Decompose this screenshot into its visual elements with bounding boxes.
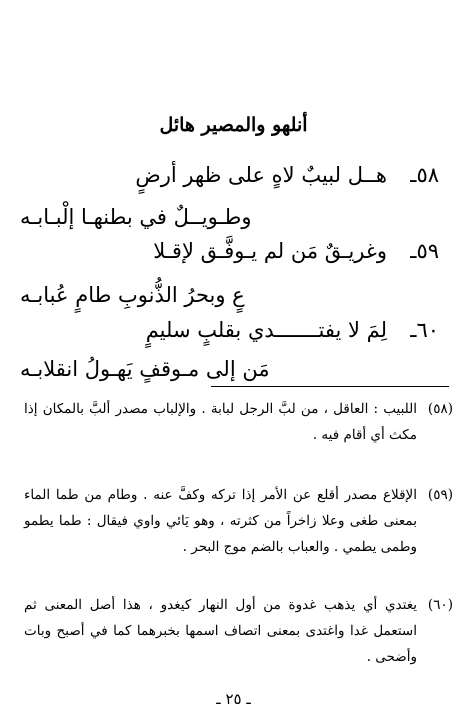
verse-60-second-line: مَن إلى مـوقفٍ يَهـولُ انقلابـه: [20, 357, 270, 381]
verse-hemistich: وغريـقٌ مَن لم يـوفَّـق لإقـلا: [153, 239, 387, 263]
footnote-58: [24, 396, 453, 448]
footnote-number: (٥٩): [427, 487, 453, 503]
verse-number: ٥٩ـ: [410, 239, 439, 263]
verse-58-first-line: [20, 160, 439, 190]
verse-60-first-line: [20, 315, 439, 345]
verse-hemistich: لِمَ لا يفتـــــــدي بقلبٍ سليمٍ: [145, 318, 387, 342]
verse-59-first-line: [20, 236, 439, 266]
footnote-separator: [211, 386, 449, 387]
poem-heading: أنلهو والمصير هائل: [159, 114, 308, 136]
verse-number: ٥٨ـ: [410, 163, 439, 187]
footnote-number: (٦٠): [427, 597, 453, 613]
footnote-text: يغتدي أي يذهب غدوة من أول النهار كيغدو ، هذا أصل المعنى ثم استعمل غدا واغتدى بمعنى اتصاف اسمها بخبرهما كما في أصبح وبات وأضحى .: [24, 597, 417, 665]
footnote-number: (٥٨): [427, 401, 453, 417]
verse-number: ٦٠ـ: [410, 318, 439, 342]
footnote-text: الإقلاع مصدر أقلع عن الأمر إذا تركه وكفَّ عنه . وطام من طما الماء بمعنى طغى وعلا زاخراً من كثرته ، وهو يَائي واوي فيقال : طما يطمو وطمى يطمي . والعباب بالضم موج البحر .: [24, 487, 417, 555]
verse-59-second-line: عٍ وبحرُ الذُّنوبِ طامٍ عُبابـه: [20, 283, 245, 307]
verse-hemistich: هــل لبيبٌ لاهٍ على ظهر أرضٍ: [135, 163, 387, 187]
footnote-60: [24, 592, 453, 670]
verse-58-second-line: وطـويــلٌ في بطنهـا إلْبـابـه: [20, 205, 252, 229]
footnote-59: [24, 482, 453, 560]
page-number: ـ ٢٥ ـ: [216, 690, 251, 708]
footnote-text: اللبيب : العاقل ، من لبَّ الرجل لبابة . والإلباب مصدر ألبَّ بالمكان إذا مكث أي أقام فيه .: [24, 401, 417, 443]
